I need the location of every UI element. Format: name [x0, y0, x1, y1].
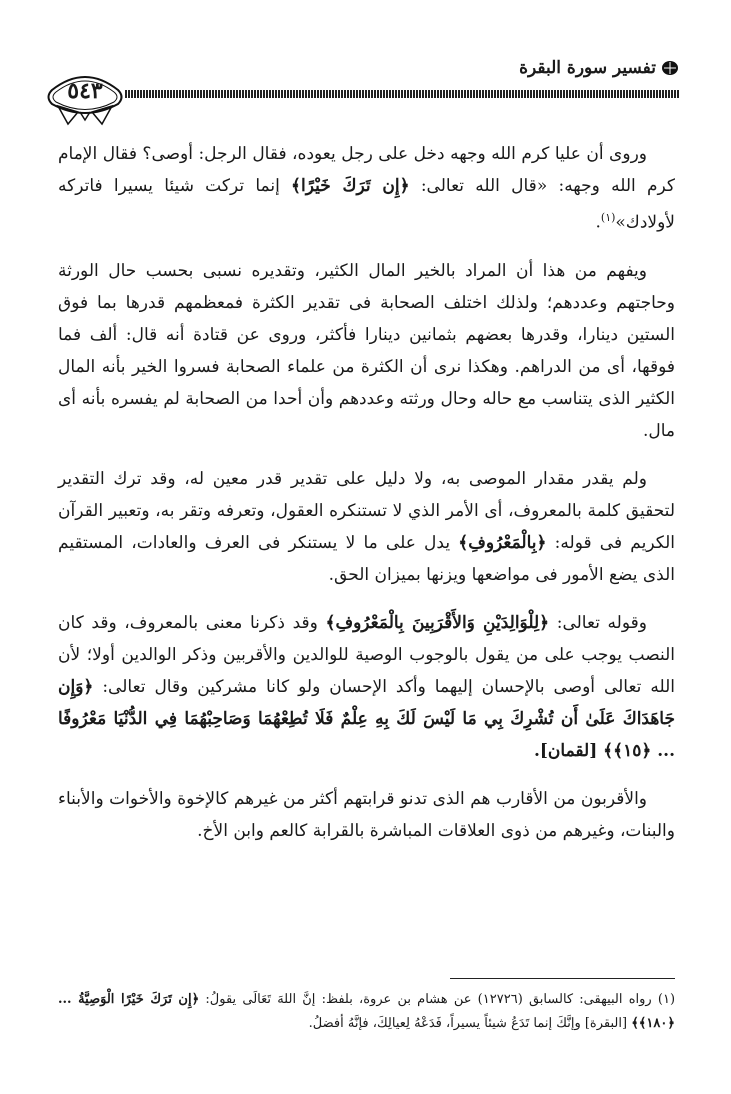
text-run: (١) رواه البيهقى: كالسابق (١٢٧٢٦) عن هشام بن عروة، بلفظ: إنَّ اللهَ تَعَالَى يقولُ:: [199, 992, 676, 1007]
quran-verse: ﴿إِن تَرَكَ خَيْرًا الْوَصِيَّةُ ... ﴿١٨٠﴾﴾: [58, 992, 675, 1031]
footnote-ref[interactable]: (١): [600, 211, 616, 224]
text-run: وقوله تعالى:: [549, 612, 647, 633]
text-run: ولم يقدر مقدار الموصى به، ولا دليل على تقدير قدر معين له، وقد ترك التقدير لتحقيق كلمة بالمعروف، أى الأمر الذي لا تستنكره العقول، وتعرفه وتقر به، وتعبير القرآن الكريم فى قوله:: [58, 468, 675, 553]
quran-verse: ﴿بِالْمَعْرُوفِ﴾: [458, 532, 547, 553]
paragraph-2: ويفهم من هذا أن المراد بالخير المال الكثير، وتقديره نسبى بحسب حال الورثة وحاجتهم وعددهم؛ ولذلك اختلف الصحابة فى تقدير الكثرة فمعظمهم قدرها بما فوق الستين دينارا، وقدرها بعضهم بثمانين دينارا فأكثر، وروى عن قتادة أنه قال: ألف فما فوقها، أى من الدراهم. وهكذا نرى أن الكثرة من علماء الصحابة فسروا الخير بأنه المال الكثير الذى يتناسب مع حاله وحال ورثته وعددهم وأن أحدا من الصحابة لم يفسره بأنه أى مال.: [58, 260, 675, 441]
paragraph-5: والأقربون من الأقارب هم الذى تدنو قرابتهم أكثر من غيرهم كالإخوة والأخوات والأبناء والبنات، وغيرهم من ذوى العلاقات المباشرة بالقرابة كالعم وابن الأخ.: [58, 788, 675, 841]
running-header-title: تفسير سورة البقرة: [519, 58, 656, 78]
quran-verse: ﴿لِلْوَالِدَيْنِ وَالأَقْرَبِينَ بِالْمَعْرُوفِ﴾: [325, 612, 550, 633]
paragraph-1: [58, 138, 675, 239]
text-run: إنما تركت شيئا يسيرا فاتركه لأولادك»: [58, 176, 675, 233]
text-run: [البقرة] وإنَّكَ إنما تَدَعُ شيئاً يسيراً، فَدَعْهُ لِعيالِكَ، فإنَّهُ أفضلُ.: [308, 1016, 632, 1031]
quran-verse: ﴿إِن تَرَكَ خَيْرًا﴾: [291, 176, 410, 196]
quran-verse: ﴿وَإِن جَاهَدَاكَ عَلَىٰ أَن تُشْرِكَ بِي مَا لَيْسَ لَكَ بِهِ عِلْمٌ فَلَا تُطِعْهُمَا وَصَاحِبْهُمَا فِي الدُّنْيَا مَعْرُوفًا ... ﴿١٥﴾﴾: [58, 676, 675, 761]
text-run: يدل على ما لا يستنكر فى العرف والعادات، المستقيم الذى يضع الأمور فى مواضعها ويزنها بميزان الحق.: [58, 532, 675, 585]
surah-reference: [لقمان].: [533, 740, 604, 761]
header-rule: [125, 90, 679, 98]
page-number: ٥٤٣: [67, 78, 103, 104]
paragraph-3: [58, 463, 675, 591]
text-run: وقد ذكرنا معنى بالمعروف، وقد كان النصب يوجب على من يقول بالوجوب الوصية للوالدين والأقربين وذكر الوالدين أولا؛ لأن الله تعالى أوصى بالإحسان إليهما وأكد الإحسان ولو كانا مشركين وقال تعالى:: [58, 612, 675, 697]
header-ornament-icon: [661, 60, 679, 76]
text-run: وروى أن عليا كرم الله وجهه دخل على رجل يعوده، فقال الرجل: أوصى؟ فقال الإمام كرم الله وجهه: «قال الله تعالى:: [58, 144, 675, 196]
paragraph-4: [58, 607, 675, 767]
text-run: .: [595, 212, 601, 233]
footnote: [58, 988, 675, 1036]
main-text: [58, 138, 675, 863]
footnote-rule: [450, 978, 675, 979]
